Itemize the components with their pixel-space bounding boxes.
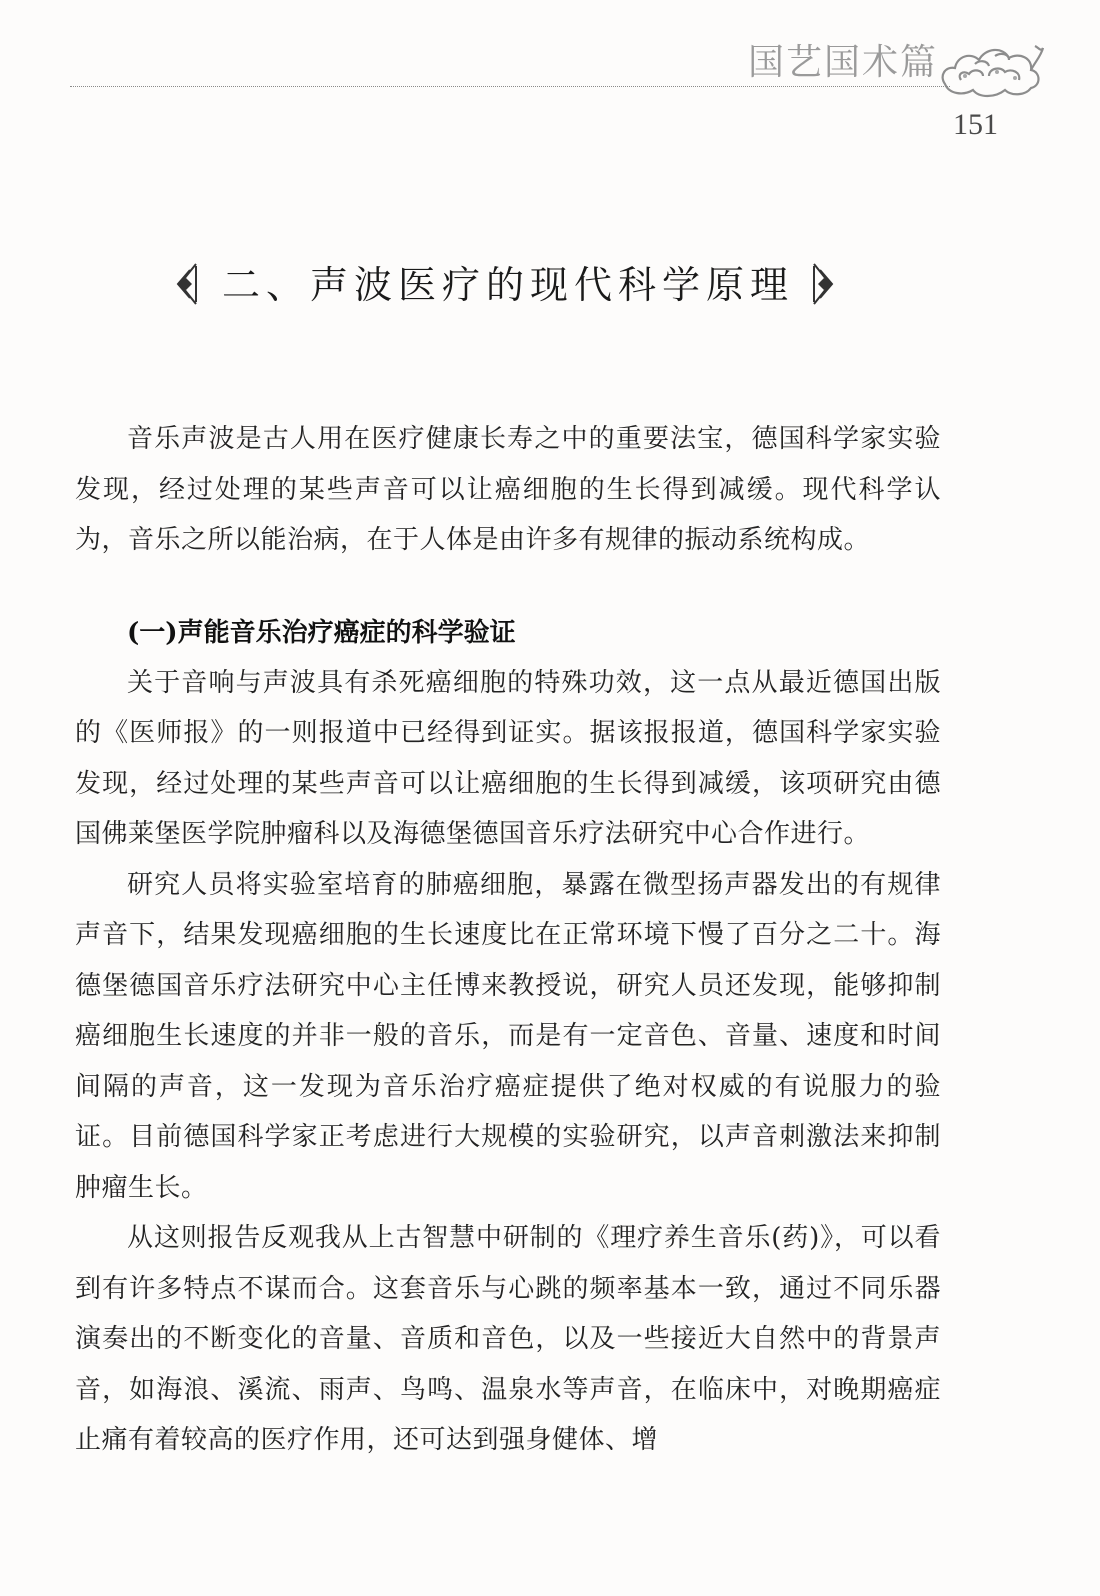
section-title: 二、声波医疗的现代科学原理 (222, 263, 795, 307)
subsection-heading: (一)声能音乐治疗癌症的科学验证 (127, 617, 516, 648)
body-paragraph: 研究人员将实验室培育的肺癌细胞，暴露在微型扬声器发出的有规律声音下，结果发现癌细胞的生长速度比在正常环境下慢了百分之二十。海德堡德国音乐疗法研究中心主任博来教授说，研究人员还发现，能够抑制癌细胞生长速度的并非一般的音乐，而是有一定音色、音量、速度和时间间隔的声音，这一发现为音乐治疗癌症提供了绝对权威的有说服力的验证。目前德国科学家正考虑进行大规模的实验研究，以声音刺激法来抑制肿瘤生长。 (75, 869, 941, 1203)
intro-paragraph: 音乐声波是古人用在医疗健康长寿之中的重要法宝，德国科学家实验发现，经过处理的某些声音可以让癌细胞的生长得到减缓。现代科学认为，音乐之所以能治病，在于人体是由许多有规律的振动系统构成。 (75, 424, 941, 555)
section-heading (170, 254, 840, 314)
body-paragraph: 关于音响与声波具有杀死癌细胞的特殊功效，这一点从最近德国出版的《医师报》的一则报道中已经得到证实。据该报报道，德国科学家实验发现，经过处理的某些声音可以让癌细胞的生长得到减缓，该项研究由德国佛莱堡医学院肿瘤科以及海德堡德国音乐疗法研究中心合作进行。 (75, 667, 941, 849)
page-number: 151 (953, 108, 998, 141)
running-header-title: 国艺国术篇 (748, 42, 939, 83)
cloud-ornament-icon (935, 26, 1045, 106)
left-bracket-ornament-icon (170, 262, 200, 306)
body-paragraph: 从这则报告反观我从上古智慧中研制的《理疗养生音乐(药)》，可以看到有许多特点不谋而合。这套音乐与心跳的频率基本一致，通过不同乐器演奏出的不断变化的音量、音质和音色，以及一些接近大自然中的背景声音，如海浪、溪流、雨声、鸟鸣、温泉水等声音，在临床中，对晚期癌症止痛有着较高的医疗作用，还可达到强身健体、增 (75, 1223, 941, 1455)
main-content (75, 414, 941, 1466)
right-bracket-ornament-icon (810, 262, 840, 306)
header-divider (70, 86, 950, 87)
